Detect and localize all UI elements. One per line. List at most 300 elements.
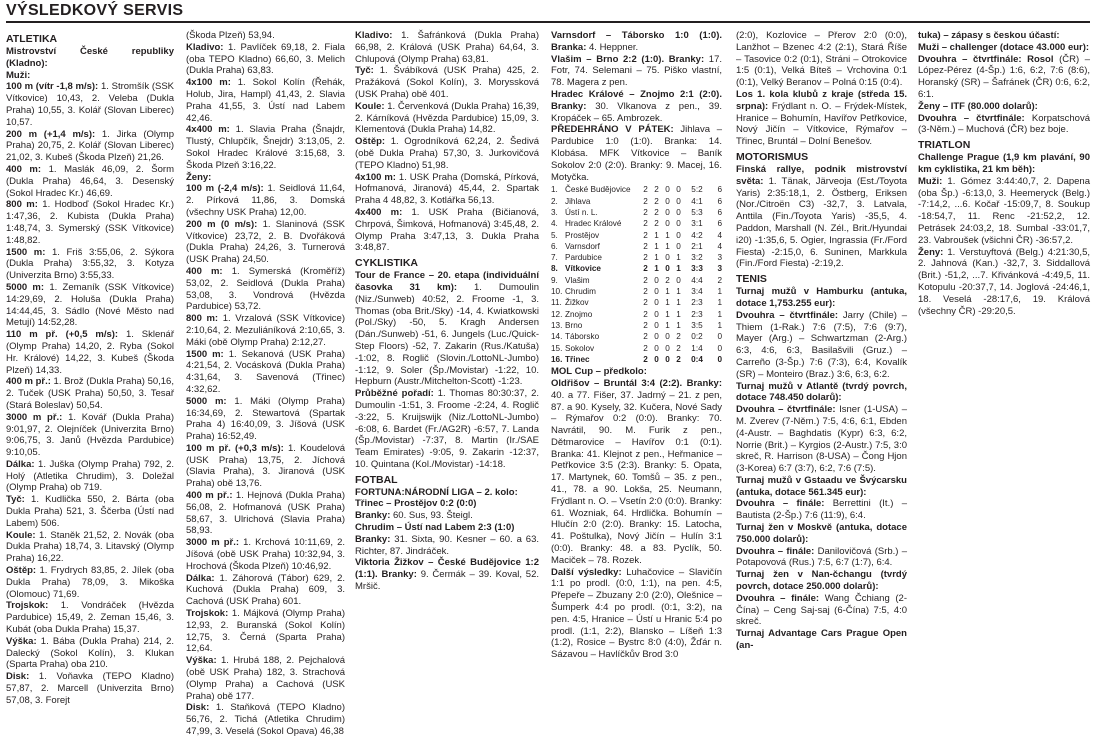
score-cell: 2:3 <box>691 309 703 319</box>
points-cell: 1 <box>717 309 722 319</box>
result-label: Trojskok: <box>186 608 229 620</box>
result-paragraph <box>6 530 174 565</box>
score-cell: 5:2 <box>691 185 703 195</box>
result-label: Turnaj mužů v Atlantě (tvrdý povrch, dotace 748.450 dolarů): <box>736 380 907 404</box>
result-paragraph <box>186 77 345 124</box>
rank-cell: 14. <box>551 332 563 342</box>
result-text: 1. Verstuyftová (Belg.) 4:21:30,5, 2. Jahnová (Kan.) -32,7, 3. Siddallová (Brit.) -51,2, ...7. Křivánková -4:49,5, 11. Kotopulu -20:37,7, 14. Joglová -24:46,1, 18. Veselá -28:17,6, 19. Králová (všechny ČR) -29:20,5. <box>918 246 1090 317</box>
result-label: Turnaj Advantage Cars Prague Open (an- <box>736 628 907 652</box>
result-paragraph <box>918 113 1090 137</box>
score-cell: 3:1 <box>691 219 703 229</box>
result-paragraph <box>186 573 345 608</box>
played-cell: 2 <box>643 275 648 285</box>
result-paragraph <box>186 490 345 537</box>
draws-cell: 0 <box>665 185 670 195</box>
draws-cell: 0 <box>665 354 670 364</box>
column-5 <box>736 30 907 662</box>
result-text: Luhačovice – Slavičín 1:1 po prodl. (0:0, 1:1), na pen. 4:5, Přepeře – Zbuzany 2:0 (2:0), Olešnice – Šumperk 4:4 po prodl. (0:1, 3:2), na pen. 4:5, Hranice – Ústí u Hranic 5:4 po prodl. (1:1, 2:2), Blansko – Líšeň 1:3 (1:2), Rosice – Bystrc 8:0 (4:0), Žďár n. Sázavou – Havlíčkův Brod 3:0 <box>551 566 722 661</box>
rank-cell: 6. <box>551 241 558 251</box>
draws-cell: 0 <box>665 343 670 353</box>
column-6 <box>918 30 1090 662</box>
team-cell: Prostějov <box>565 230 600 240</box>
result-text: Jarry (Chile) – Thiem (1-Rak.) 7:6 (7:5), 7:6 (9:7), Mayer (Arg.) – Schwartzman (2-Arg.) 6:3, 4:6, 6:3, Basilašvili (Gruz.) – Carreño (3-Šp.) 7:6 (7:3), 6:4, Kovalík (SR) – Monteiro (Braz.) 3:6, 6:3, 6:2. <box>736 309 907 380</box>
team-cell: Chrudim <box>565 287 596 297</box>
draws-cell: 1 <box>665 320 670 330</box>
result-paragraph <box>186 124 345 171</box>
subheading: Ženy: <box>186 171 212 183</box>
points-cell: 1 <box>717 298 722 308</box>
column-1 <box>6 30 174 706</box>
page-title: VÝSLEDKOVÝ SERVIS <box>6 2 184 19</box>
result-paragraph <box>6 459 174 494</box>
result-label: Dvouhra – finále: <box>736 498 825 510</box>
result-paragraph <box>736 89 907 148</box>
result-label: Viktoria Žižkov – České Budějovice 1:2 (1:1). Branky: <box>355 557 539 581</box>
result-text: Jihlava – Pardubice 1:0 (1:0). Branka: 14. Klobása. MFK Vítkovice – Baník Sokolov 2:0 (2:0). Branky: 9. Macej, 16. Motyčka. <box>551 124 722 183</box>
result-paragraph <box>6 600 174 635</box>
points-cell: 4 <box>717 241 722 251</box>
wins-cell: 0 <box>654 298 659 308</box>
result-label: Muži – challenger (dotace 43.000 eur): <box>918 41 1090 53</box>
rank-cell: 12. <box>551 309 563 319</box>
result-text: 1. Koudelová (USK Praha) 13,75, 2. Jíchová (Slavia Praha), 3. Jiranová (USK Praha) obě 13,76. <box>186 442 345 490</box>
section-heading: MOTORISMUS <box>736 150 809 163</box>
result-label: Oštěp: <box>6 565 37 577</box>
draws-cell: 1 <box>665 230 670 240</box>
points-cell: 0 <box>717 332 722 342</box>
result-text: 1. Máki (Olymp Praha) 16:34,69, 2. Stewartová (Spartak Praha 4) 16:40,09, 3. Jíšová (USK Praha) 16:52,49. <box>186 395 345 443</box>
result-paragraph <box>918 42 1090 54</box>
score-cell: 4:4 <box>691 275 703 285</box>
result-text: 1. Seidlová 11,64, 2. Pírková 11,86, 3. Domská (všechny USK Praha) 12,00. <box>186 183 345 218</box>
result-paragraph <box>736 522 907 546</box>
section-heading: CYKLISTIKA <box>355 257 418 270</box>
rank-cell: 5. <box>551 230 558 240</box>
wins-cell: 2 <box>654 185 659 195</box>
points-cell: 2 <box>717 275 722 285</box>
result-text: (Škoda Plzeň) 53,94. <box>186 30 275 41</box>
title-rule <box>6 21 1090 23</box>
rank-cell: 16. <box>551 354 563 364</box>
score-cell: 3:5 <box>691 320 703 330</box>
result-text: 30. Vlkanova z pen., 39. Kropáček – 65. Ambrozek. <box>551 100 722 124</box>
table-row <box>551 331 722 342</box>
result-text: 1. Hodboď (Sokol Hradec Kr.) 1:47,36, 2. Kubista (Dukla Praha) 1:48,74, 3. Symerský (SSK Vítkovice) 1:48,82. <box>6 199 174 246</box>
team-cell: Ústí n. L. <box>565 207 598 217</box>
result-label: 4x400 m: <box>355 206 403 218</box>
column-4 <box>551 30 722 662</box>
result-text: Danilovičová (Srb.) – Potapovová (Rus.) 7:5, 6:7 (1:7), 6:4. <box>736 545 908 569</box>
result-label: Tyč: <box>355 65 374 77</box>
points-cell: 6 <box>717 196 722 206</box>
team-cell: Pardubice <box>565 253 602 263</box>
result-text: 17. Fotr, 74. Selemani – 75. Piško vlastní, 78. Magera z pen. <box>551 53 722 89</box>
result-paragraph <box>186 655 345 702</box>
wins-cell: 1 <box>654 230 659 240</box>
result-paragraph <box>736 569 907 593</box>
result-label: 4x100 m: <box>355 171 396 183</box>
result-label: Kladivo: <box>186 41 224 53</box>
section-heading: TENIS <box>736 273 767 286</box>
result-paragraph <box>355 30 539 65</box>
result-text: 1. Gómez 3:44:40,7, 2. Dapena (oba Šp.) -6:13,0, 3. Heemeryck (Belg.) -7:14,2, ...6. Kočař -15:09,7, 8. Soukup -18:54,7, 11. Renc -21:52,2, 12. Petrásek 24:03,2, 18. Sumbal -33:01,7, 23. Vabroušek (všichni ČR) -36:57,2. <box>918 175 1090 246</box>
wins-cell: 1 <box>654 241 659 251</box>
result-label: Další výsledky: <box>551 566 622 578</box>
rank-cell: 15. <box>551 343 563 353</box>
result-label: 400 m: <box>6 163 42 175</box>
result-text: 1. Červenková (Dukla Praha) 16,39, 2. Kárníková (Hvězda Pardubice) 15,09, 3. Klementová (Dukla Praha) 14,82. <box>355 100 539 136</box>
wins-cell: 1 <box>654 264 659 274</box>
points-cell: 1 <box>717 287 722 297</box>
result-paragraph <box>918 247 1090 318</box>
draws-cell: 1 <box>665 287 670 297</box>
wins-cell: 2 <box>654 196 659 206</box>
result-paragraph <box>355 534 539 558</box>
wins-cell: 0 <box>654 354 659 364</box>
result-paragraph <box>6 199 174 246</box>
result-label: Hradec Králové – Znojmo 2:1 (2:0). Branky: <box>551 88 722 112</box>
result-paragraph <box>736 30 907 89</box>
result-text: 1. Stromšík (SSK Vítkovice) 10,43, 2. Veleba (Dukla Praha) 10,55, 3. Kolář (Slovan Liberec) 10,57. <box>6 81 174 128</box>
played-cell: 2 <box>643 343 648 353</box>
result-text: 1. Brož (Dukla Praha) 50,16, 2. Tuček (USK Praha) 50,50, 3. Tesař (Stará Boleslav) 50,54. <box>6 376 174 411</box>
score-cell: 5:3 <box>691 207 703 217</box>
result-label: Turnaj mužů v Gstaadu ve Švýcarsku (antuka, dotace 561.345 eur): <box>736 474 907 498</box>
draws-cell: 2 <box>665 275 670 285</box>
result-paragraph <box>6 636 174 671</box>
result-label: Turnaj žen v Nan-čchangu (tvrdý povrch, dotace 250.000 dolarů): <box>736 569 907 593</box>
wins-cell: 0 <box>654 343 659 353</box>
result-paragraph <box>186 30 345 42</box>
result-text: 1. Tänak, Järveoja (Est./Toyota Yaris) 2:35:18,1, 2. Östberg, Eriksen (Nor./Citroën C3) -32,7, 3. Latvala, Anttila (Fin./Toyota Yaris) -35,5, 4. Paddon, Marshall (N. Zél., Brit./Hyundai i20) -1:35,6, 5. Ogier, Ingrassia (Fr./Ford Fiesta) -2:15,0, 6. Suninen, Markkula (Fin./Ford Fiesta) -2:19,2. <box>736 175 907 270</box>
result-text: 1. Friš 3:55,06, 2. Sýkora (Dukla Praha) 3:55,32, 3. Kotyza (Univerzita Brno) 3:55,33. <box>6 246 174 282</box>
result-label: Chrudim – Ústí nad Labem 2:3 (1:0) <box>355 522 515 534</box>
result-paragraph <box>736 286 907 310</box>
table-row <box>551 354 722 365</box>
losses-cell: 1 <box>676 309 681 319</box>
result-text: Isner (1-USA) – M. Zverev (7-Něm.) 7:5, 4:6, 6:1, Ebden (4-Austr. – Baghdatis (Kypr) 6:3, 6:2, Norrie (Brit.) – Kyrgios (2-Austr.) 7:5, 3:0 skreč, R. Harrison (8-USA) – Čong Hjon (3-Korea) 6:7 (3:7), 6:2, 7:6 (7:5). <box>736 404 907 475</box>
result-paragraph <box>355 388 539 471</box>
score-cell: 2:3 <box>691 298 703 308</box>
result-paragraph <box>736 164 907 270</box>
result-label: Challenge Prague (1,9 km plavání, 90 km cyklistika, 21 km běh): <box>918 152 1090 175</box>
result-label: 800 m: <box>6 199 38 211</box>
result-label: Tour de France – 20. etapa (individuální časovka 31 km): <box>355 270 539 293</box>
result-label: Disk: <box>6 671 30 683</box>
result-paragraph <box>186 537 345 572</box>
played-cell: 2 <box>643 332 648 342</box>
losses-cell: 1 <box>676 287 681 297</box>
result-paragraph <box>186 42 345 77</box>
wins-cell: 2 <box>654 207 659 217</box>
result-label: 400 m př.: <box>186 490 233 502</box>
result-label: Průběžné pořadí: <box>355 388 434 400</box>
losses-cell: 2 <box>676 343 681 353</box>
result-paragraph <box>355 522 539 534</box>
result-label: Dvouhra – čtvrtfinále: Rosol <box>918 53 1054 65</box>
played-cell: 2 <box>643 253 648 263</box>
result-paragraph <box>186 219 345 266</box>
points-cell: 0 <box>717 343 722 353</box>
subheading: MOL Cup – předkolo: <box>551 366 647 378</box>
result-label: 110 m př. (+0,5 m/s): <box>6 329 119 341</box>
result-label: 1500 m: <box>186 348 224 360</box>
team-cell: Hradec Králové <box>565 219 622 229</box>
result-label: Výška: <box>186 655 217 667</box>
result-label: Oštěp: <box>355 136 386 148</box>
wins-cell: 1 <box>654 253 659 263</box>
table-row <box>551 320 722 331</box>
wins-cell: 2 <box>654 219 659 229</box>
result-text: 1. Šafránková (Dukla Praha) 66,98, 2. Králová (USK Praha) 64,64, 3. Chlupová (Olymp Praha) 63,81. <box>355 30 539 65</box>
result-paragraph <box>736 381 907 405</box>
rank-cell: 8. <box>551 264 558 274</box>
result-label: Varnsdorf – Táborsko 1:0 (1:0). Branka: <box>551 30 722 53</box>
result-label: Dvouhra – čtvrtfinále: <box>736 309 839 321</box>
result-text: 1. Bába (Dukla Praha) 214, 2. Dalecký (Sokol Kolín), 3. Klukan (Sparta Praha) oba 210. <box>6 635 174 671</box>
points-cell: 3 <box>717 253 722 263</box>
result-text: 1. Hejnová (Dukla Praha) 56,08, 2. Hofmanová (USK Praha) 58,67, 3. Ulrichová (Slavia Praha) 58,93. <box>186 490 345 537</box>
table-row <box>551 196 722 207</box>
result-paragraph <box>355 65 539 100</box>
played-cell: 2 <box>643 287 648 297</box>
result-text: 1. Záhorová (Tábor) 629, 2. Kuchová (Dukla Praha) 609, 3. Cachová (USK Praha) 601. <box>186 572 345 608</box>
result-paragraph <box>355 557 539 592</box>
result-text: 40. a 77. Fišer, 37. Jadrný – 21. z pen, 87. a 90. Kysely, 32. Kučera, Nové Sady – Rýmařov 0:2 (0:0). Branky: 70. Navrátil, 90. M. Furik z pen., Dětmarovice – Havířov 0:1 (0:1). Branka: 41. Klejnot z pen., Heřmanice – Petřkovice 3:5 (2:3). Branky: 5. Opata, 17. Martynek, 60. Tomšů – 35. z pen., 41., 78. a 90. Lokša, 25. Neumann, Frýdlant n. O. – Vsetín 2:0 (0:0). Branky: 61. Wozniak, 64. Hrdlička. Bohumín – Hlučín 2:0 (2:0). Branky: 15. Latocha, 41. Poštulka), Nový Jičín – Hulín 3:1 (0:0). Branky: 48. a 83. Pyclík, 50. Maciček – 78. Rozek. <box>551 389 722 566</box>
wins-cell: 0 <box>654 287 659 297</box>
result-label: 200 m (+1,4 m/s): <box>6 128 96 140</box>
result-paragraph <box>186 313 345 348</box>
result-text: 1. Symerská (Kroměříž) 53,02, 2. Seidlová (Dukla Praha) 53,08, 3. Vondrová (Hvězda Pardubice) 53,72. <box>186 265 345 313</box>
result-label: Trojskok: <box>6 600 49 612</box>
losses-cell: 0 <box>676 241 681 251</box>
result-paragraph <box>551 89 722 124</box>
draws-cell: 1 <box>665 241 670 251</box>
rank-cell: 1. <box>551 185 558 195</box>
points-cell: 3 <box>717 264 722 274</box>
result-text: 1. Zemaník (SSK Vítkovice) 14:29,69, 2. Holuša (Dukla Praha) 14:44,45, 3. Sádlo (Nové Město nad Metují) 14:52,28. <box>6 281 174 329</box>
draws-cell: 0 <box>665 264 670 274</box>
result-paragraph <box>355 498 539 510</box>
result-paragraph <box>736 546 907 570</box>
result-text: 1. Vrzalová (SSK Vítkovice) 2:10,64, 2. Mezuliáníková 2:10,65, 3. Máki (obě Olymp Praha) 2:12,27. <box>186 313 345 348</box>
standings-table <box>551 184 722 365</box>
result-label: Kladivo: <box>355 30 393 41</box>
result-text: 1. USK Praha (Domská, Pírková, Hofmanová, Jiranová) 45,44, 2. Spartak Praha 4 48,82, 3. Kotlářka 56,13. <box>355 171 540 207</box>
table-row <box>551 252 722 263</box>
table-row <box>551 184 722 195</box>
score-cell: 1:4 <box>691 343 703 353</box>
score-cell: 3:3 <box>691 264 703 274</box>
result-label: 4x400 m: <box>186 124 230 136</box>
result-label: 400 m př.: <box>6 376 51 388</box>
team-cell: Znojmo <box>565 309 593 319</box>
result-text: Berrettini (It.) – Bautista (2-Šp.) 7:6 (11:9), 6:4. <box>736 498 907 522</box>
section-heading: ATLETIKA <box>6 33 58 45</box>
result-label: 4x100 m: <box>186 77 231 89</box>
wins-cell: 0 <box>654 309 659 319</box>
result-text: 1. Krchová 10:11,69, 2. Jíšová (obě USK Praha) 10:32,94, 3. Hrochová (Škoda Plzeň) 10:46,92. <box>186 537 346 572</box>
wins-cell: 0 <box>654 320 659 330</box>
result-paragraph <box>736 310 907 381</box>
result-paragraph <box>551 567 722 661</box>
subheading: Muži: <box>6 69 31 81</box>
result-label: Dvouhra – finále: <box>736 545 815 557</box>
result-text: Frýdlant n. O. – Frýdek-Místek, Hranice – Bohumín, Havířov Petřkovice, Nový Jičín – Vítkovice, Rýmařov – Třinec, Bruntál – Dolní Benešov. <box>736 100 907 148</box>
draws-cell: 0 <box>665 207 670 217</box>
team-cell: Varnsdorf <box>565 241 600 251</box>
rank-cell: 7. <box>551 253 558 263</box>
section-heading: FOTBAL <box>355 473 398 486</box>
result-text: (ČR) – López-Pérez (4-Šp.) 1:6, 6:2, 7:6 (8:6), Horanský (SR) – Šafránek (ČR) 0:6, 6:2, 6:1. <box>918 53 1090 100</box>
points-cell: 6 <box>717 207 722 217</box>
losses-cell: 0 <box>676 230 681 240</box>
played-cell: 2 <box>643 241 648 251</box>
result-label: Ženy: <box>918 246 944 258</box>
result-paragraph <box>551 54 722 89</box>
result-label: 200 m (0 m/s): <box>186 218 258 230</box>
result-label: Dvouhra – čtvrtfinále: <box>918 112 1025 124</box>
table-row <box>551 343 722 354</box>
result-label: Turnaj mužů v Hamburku (antuka, dotace 1,753.255 eur): <box>736 286 907 309</box>
result-paragraph <box>6 412 174 459</box>
result-paragraph <box>551 30 722 54</box>
team-cell: Sokolov <box>565 343 595 353</box>
score-cell: 3:4 <box>691 287 703 297</box>
table-row <box>551 230 722 241</box>
draws-cell: 0 <box>665 332 670 342</box>
rank-cell: 11. <box>551 298 562 308</box>
played-cell: 2 <box>643 219 648 229</box>
result-label: Vlašim – Brno 2:2 (1:0). Branky: <box>551 53 705 65</box>
result-paragraph <box>355 207 539 254</box>
result-paragraph <box>736 593 907 628</box>
score-cell: 0:4 <box>691 354 703 364</box>
result-label: Branky: <box>355 510 391 522</box>
result-paragraph <box>355 270 539 388</box>
score-cell: 3:2 <box>691 253 703 263</box>
result-paragraph <box>6 81 174 128</box>
score-cell: 4:2 <box>691 230 703 240</box>
result-label: Tyč: <box>6 494 25 506</box>
rank-cell: 4. <box>551 219 558 229</box>
score-cell: 2:1 <box>691 241 703 251</box>
result-text: 1. Slavia Praha (Šnajdr, Tlustý, Chlupčík, Šnejdr) 3:13,05, 2. Sokol Hradec Králové 3:15,68, 3. Škoda Plzeň 3:16,22. <box>186 124 345 171</box>
result-paragraph <box>551 124 722 183</box>
result-text: 1. Voňavka (TEPO Kladno) 57,87, 2. Marcell (Univerzita Brno) 57,08, 3. Forejt <box>6 671 174 706</box>
result-paragraph <box>6 282 174 329</box>
result-label: 400 m: <box>186 265 223 277</box>
result-label: Koule: <box>355 100 385 112</box>
losses-cell: 0 <box>676 219 681 229</box>
result-text: 1. Sklenář (Olymp Praha) 14,20, 2. Ryba (Sokol Hr. Králové) 14,22, 3. Kubeš (Škoda Plzeň) 14,33. <box>6 329 174 376</box>
losses-cell: 0 <box>676 275 681 285</box>
table-row <box>551 275 722 286</box>
played-cell: 2 <box>643 264 648 274</box>
result-label: 1500 m: <box>6 246 46 258</box>
subheading: Mistrovství České republiky (Kladno): <box>6 46 174 69</box>
result-text: 1. Frydrych 83,85, 2. Jílek (oba Dukla Praha) 78,09, 3. Mikoška (Olomouc) 71,69. <box>6 565 174 600</box>
result-paragraph <box>186 443 345 490</box>
table-row <box>551 286 722 297</box>
table-row <box>551 297 722 308</box>
result-label: Výška: <box>6 635 37 647</box>
points-cell: 0 <box>717 354 722 364</box>
result-paragraph <box>355 172 539 207</box>
result-text: 1. Vondráček (Hvězda Pardubice) 15,49, 2. Zeman 15,46, 3. Kubát (oba Dukla Praha) 15,37. <box>6 600 174 636</box>
result-text: 1. Jirka (Olymp Praha) 20,75, 2. Kolář (Slovan Liberec) 21,02, 3. Kubeš (Škoda Plzeň) 21,26. <box>6 128 174 164</box>
team-cell: Žižkov <box>565 298 589 308</box>
team-cell: Jihlava <box>565 196 591 206</box>
result-text: 4. Heppner. <box>586 41 639 53</box>
losses-cell: 1 <box>676 264 681 274</box>
result-text: 1. Kudlička 550, 2. Bárta (oba Dukla Praha) 521, 3. Ščerba (Ústí nad Labem) 506. <box>6 494 174 529</box>
result-text: (2:0), Kozlovice – Přerov 2:0 (0:0), Lanžhot – Bzenec 4:2 (2:1), Stará Říše – Tasovice 0:2 (0:1), Stráni – Otrokovice 1:5 (0:1), Velká Bíteš – Vrchovina 0:1 (0:1), Velký Beranov – Polná 0:15 (0:4). <box>736 30 907 89</box>
result-text: 1. Májková (Olymp Praha) 12,93, 2. Buranská (Sokol Kolín) 12,75, 3. Černá (Sparta Praha) 12,64. <box>186 608 345 655</box>
result-paragraph <box>736 628 907 652</box>
result-label: Los 1. kola klubů z kraje (středa 15. srpna): <box>736 88 907 112</box>
subheading: FORTUNA:NÁRODNÍ LIGA – 2. kolo: <box>355 486 518 498</box>
losses-cell: 0 <box>676 207 681 217</box>
result-label: Muži: <box>918 175 943 187</box>
result-text: 1. Sekanová (USK Praha) 4:21,54, 2. Vocásková (Dukla Praha) 4:31,64, 3. Savenová (Třinec) 4:32,62. <box>186 348 345 395</box>
draws-cell: 0 <box>665 219 670 229</box>
result-paragraph <box>6 671 174 706</box>
result-paragraph <box>6 164 174 199</box>
result-paragraph <box>6 329 174 376</box>
result-label: Finská rallye, podnik mistrovství světa: <box>736 163 907 187</box>
result-label: 100 m (-2,4 m/s): <box>186 183 264 195</box>
played-cell: 2 <box>643 230 648 240</box>
result-text: 1. USK Praha (Bičianová, Chrpová, Šimková, Hofmanová) 3:45,48, 2. Olymp Praha 3:47,13, 3. Dukla Praha 3:48,87. <box>355 206 539 254</box>
result-label: Disk: <box>186 702 210 714</box>
result-paragraph <box>918 101 1090 113</box>
result-paragraph <box>6 129 174 164</box>
team-cell: Brno <box>565 320 583 330</box>
result-text: 9. Čermák – 39. Koval, 52. Mršič. <box>355 569 539 593</box>
losses-cell: 2 <box>676 354 681 364</box>
points-cell: 6 <box>717 185 722 195</box>
result-label: Ženy – ITF (80.000 dolarů): <box>918 100 1038 112</box>
losses-cell: 2 <box>676 332 681 342</box>
result-label: 5000 m: <box>186 395 227 407</box>
played-cell: 2 <box>643 354 648 364</box>
result-label: Třinec – Prostějov 0:2 (0:0) <box>355 498 477 510</box>
team-cell: Třinec <box>565 354 590 364</box>
result-label: tuka) – zápasy s českou účastí: <box>918 30 1060 41</box>
result-label: Branky: <box>355 533 391 545</box>
played-cell: 2 <box>643 320 648 330</box>
table-row <box>551 309 722 320</box>
result-paragraph <box>6 247 174 282</box>
rank-cell: 13. <box>551 320 563 330</box>
rank-cell: 10. <box>551 287 563 297</box>
result-label: PŘEDEHRÁNO V PÁTEK: <box>551 124 674 136</box>
result-paragraph <box>186 702 345 737</box>
rank-cell: 2. <box>551 196 558 206</box>
result-paragraph <box>186 183 345 218</box>
points-cell: 6 <box>717 219 722 229</box>
draws-cell: 0 <box>665 253 670 263</box>
result-label: Koule: <box>6 529 36 541</box>
result-text: 1. Hrubá 188, 2. Pejchalová (obě USK Praha) 182, 3. Strachová (Olymp Praha) a Cachová (USK Praha) obě 177. <box>186 655 345 702</box>
played-cell: 2 <box>643 298 648 308</box>
losses-cell: 1 <box>676 298 681 308</box>
result-paragraph <box>355 510 539 522</box>
played-cell: 2 <box>643 185 648 195</box>
result-label: Dálka: <box>186 572 215 584</box>
result-paragraph <box>186 266 345 313</box>
